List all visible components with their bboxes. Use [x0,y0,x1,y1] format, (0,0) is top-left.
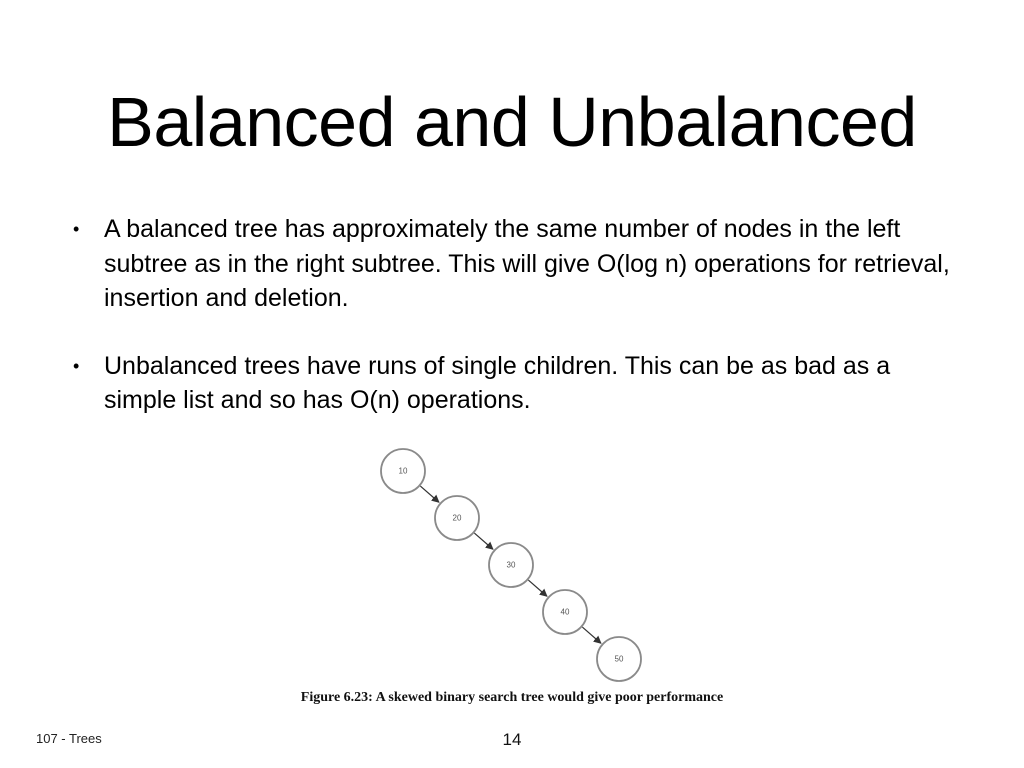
figure-caption: Figure 6.23: A skewed binary search tree would give poor performance [300,690,724,705]
tree-nodes [381,449,641,681]
tree-node-label: 40 [560,607,570,617]
skewed-tree-diagram [370,440,670,690]
tree-edge-arrow [420,486,439,502]
bullet-text: A balanced tree has approximately the same number of nodes in the left subtree as in the right subtree. This will give O(log n) operations for retrieval, insertion and deletion. [104,215,950,312]
tree-node [597,637,641,681]
tree-node-label: 10 [398,466,408,476]
slide-title: Balanced and Unbalanced [107,83,917,161]
tree-node [435,496,479,540]
bullet-list [70,212,950,451]
tree-node-label: 50 [614,654,624,664]
bullet-marker: • [73,355,80,376]
bullet-item [70,349,950,418]
tree-node [543,590,587,634]
tree-node-label: 30 [506,560,516,570]
bullet-marker: • [73,219,80,239]
page-number: 14 [502,730,522,749]
bullet-item [70,212,950,316]
tree-node-label: 20 [452,513,462,523]
tree-node [381,449,425,493]
tree-edge-arrow [528,580,547,596]
tree-edge-arrow [474,533,493,549]
bullet-text: Unbalanced trees have runs of single children. This can be as bad as a simple list and so has O(n) operations. [104,351,891,414]
footer-course-label: 107 - Trees [36,731,102,746]
tree-node [489,543,533,587]
tree-edge-arrow [582,627,601,643]
